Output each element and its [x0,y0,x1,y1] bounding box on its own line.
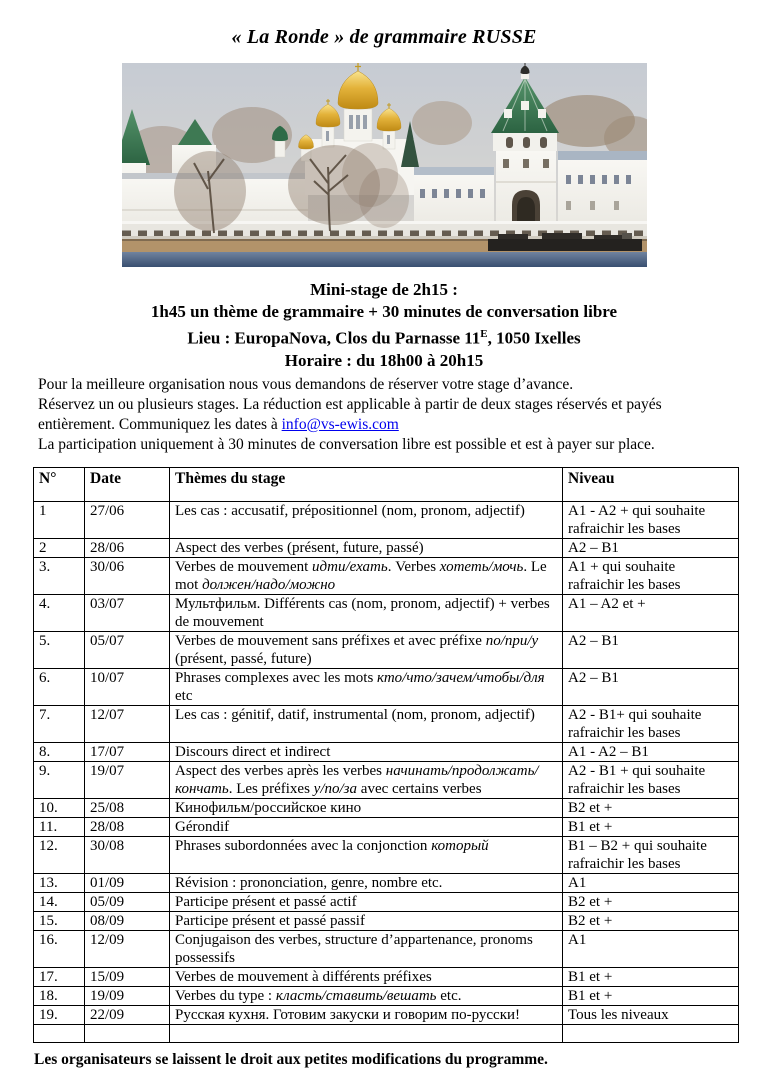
row-niveau: A2 – B1 [563,631,739,668]
table-row [34,930,739,967]
row-niveau: B2 et + [563,911,739,930]
row-date: 12/07 [85,705,170,742]
row-niveau: A2 - B1+ qui souhaite rafraichir les bases [563,705,739,742]
table-row [34,668,739,705]
row-theme: Aspect des verbes après les verbes начинать/продолжать/кончать. Les préfixes у/по/за avec certains verbes [170,761,563,798]
row-number: 2 [34,538,85,557]
row-number: 16. [34,930,85,967]
row-theme: Discours direct et indirect [170,742,563,761]
row-number: 18. [34,986,85,1005]
table-row [34,1005,739,1024]
stage-schedule-table [33,467,739,1043]
row-niveau: B1 – B2 + qui souhaite rafraichir les bases [563,836,739,873]
row-theme: Aspect des verbes (présent, future, passé) [170,538,563,557]
table-row [34,836,739,873]
row-theme: Verbes de mouvement à différents préfixes [170,967,563,986]
row-niveau: Tous les niveaux [563,1005,739,1024]
location-text: Lieu : EuropaNova, Clos du Parnasse 11 [187,328,481,348]
row-theme: Verbes du type : класть/ставить/вешать etc. [170,986,563,1005]
row-theme: Conjugaison des verbes, structure d’appartenance, pronoms possessifs [170,930,563,967]
row-theme: Les cas : accusatif, prépositionnel (nom, pronom, adjectif) [170,501,563,538]
table-row [34,594,739,631]
table-row [34,892,739,911]
row-theme: Participe présent et passé passif [170,911,563,930]
header-theme: Thèmes du stage [170,467,563,501]
row-theme [170,1024,563,1042]
row-date: 10/07 [85,668,170,705]
table-row [34,798,739,817]
row-number: 6. [34,668,85,705]
row-niveau: A2 - B1 + qui souhaite rafraichir les bases [563,761,739,798]
table-row [34,742,739,761]
row-niveau: A1 [563,873,739,892]
row-niveau: A2 – B1 [563,668,739,705]
row-niveau [563,1024,739,1042]
row-date: 19/09 [85,986,170,1005]
row-date: 05/09 [85,892,170,911]
row-number: 7. [34,705,85,742]
table-row [34,1024,739,1042]
row-date: 17/07 [85,742,170,761]
row-date: 30/06 [85,557,170,594]
row-date: 28/06 [85,538,170,557]
info-line-format: 1h45 un thème de grammaire + 30 minutes de conversation libre [150,302,618,321]
row-theme: Les cas : génitif, datif, instrumental (nom, pronom, adjectif) [170,705,563,742]
email-link[interactable]: info@vs-ewis.com [281,415,399,433]
intro-line-3: La participation uniquement à 30 minutes de conversation libre est possible et est à payer sur place. [38,435,655,453]
location-postal: , 1050 Ixelles [487,328,581,348]
intro-line-1: Pour la meilleure organisation nous vous demandons de réserver votre stage d’avance. [38,375,574,393]
row-niveau: A1 – A2 et + [563,594,739,631]
row-date [85,1024,170,1042]
table-row [34,705,739,742]
intro-line-2 [38,395,742,435]
row-niveau: A1 - A2 – B1 [563,742,739,761]
row-number: 1 [34,501,85,538]
row-niveau: B2 et + [563,798,739,817]
row-niveau: B1 et + [563,986,739,1005]
location-superscript: E [480,328,488,340]
row-date: 08/09 [85,911,170,930]
table-row [34,538,739,557]
row-number: 10. [34,798,85,817]
row-date: 30/08 [85,836,170,873]
row-date: 05/07 [85,631,170,668]
row-date: 25/08 [85,798,170,817]
table-row [34,631,739,668]
row-number: 3. [34,557,85,594]
row-date: 12/09 [85,930,170,967]
row-theme: Révision : prononciation, genre, nombre etc. [170,873,563,892]
row-theme: Кинофильм/российское кино [170,798,563,817]
stage-info-block [0,279,768,372]
row-niveau: B2 et + [563,892,739,911]
row-theme: Phrases complexes avec les mots кто/что/зачем/чтобы/для etc [170,668,563,705]
table-row [34,557,739,594]
footer-note: Les organisateurs se laissent le droit aux petites modifications du programme. [34,1050,548,1068]
intro-paragraph [38,375,742,455]
row-number: 8. [34,742,85,761]
intro-line-2-text: Réservez un ou plusieurs stages. La réduction est applicable à partir de deux stages réservés et payés entièrement. Communiquez les dates à [38,395,662,433]
row-niveau: A1 + qui souhaite rafraichir les bases [563,557,739,594]
row-niveau: A1 [563,930,739,967]
row-niveau: B1 et + [563,967,739,986]
row-date: 19/07 [85,761,170,798]
row-niveau: A1 - A2 + qui souhaite rafraichir les bases [563,501,739,538]
row-date: 15/09 [85,967,170,986]
row-theme: Русская кухня. Готовим закуски и говорим по-русски! [170,1005,563,1024]
row-number: 13. [34,873,85,892]
row-theme: Мультфильм. Différents cas (nom, pronom, adjectif) + verbes de mouvement [170,594,563,631]
table-row [34,986,739,1005]
row-number: 4. [34,594,85,631]
row-niveau: A2 – B1 [563,538,739,557]
info-line-location [0,323,768,350]
row-number: 14. [34,892,85,911]
table-row [34,761,739,798]
page-title: « La Ronde » de grammaire RUSSE [231,26,537,48]
row-date: 22/09 [85,1005,170,1024]
table-header-row [34,467,739,501]
row-niveau: B1 et + [563,817,739,836]
table-row [34,817,739,836]
header-date: Date [85,467,170,501]
table-row [34,911,739,930]
row-date: 28/08 [85,817,170,836]
row-number [34,1024,85,1042]
row-number: 12. [34,836,85,873]
monastery-photo-graphic [122,63,647,267]
row-number: 5. [34,631,85,668]
stage-table-body [34,501,739,1042]
row-date: 27/06 [85,501,170,538]
row-theme: Participe présent et passé actif [170,892,563,911]
row-theme: Verbes de mouvement sans préfixes et avec préfixe по/при/у (présent, passé, future) [170,631,563,668]
header-number: N° [34,467,85,501]
row-theme: Verbes de mouvement идти/ехать. Verbes хотеть/мочь. Le mot должен/надо/можно [170,557,563,594]
row-number: 19. [34,1005,85,1024]
info-line-duration: Mini-stage de 2h15 : [310,280,458,299]
table-row [34,967,739,986]
info-line-schedule: Horaire : du 18h00 à 20h15 [284,350,484,370]
row-number: 15. [34,911,85,930]
row-number: 11. [34,817,85,836]
row-number: 9. [34,761,85,798]
row-theme: Phrases subordonnées avec la conjonction который [170,836,563,873]
row-number: 17. [34,967,85,986]
table-row [34,501,739,538]
row-date: 03/07 [85,594,170,631]
monastery-photo [122,63,647,267]
header-niveau: Niveau [563,467,739,501]
row-theme: Gérondif [170,817,563,836]
table-row [34,873,739,892]
row-date: 01/09 [85,873,170,892]
